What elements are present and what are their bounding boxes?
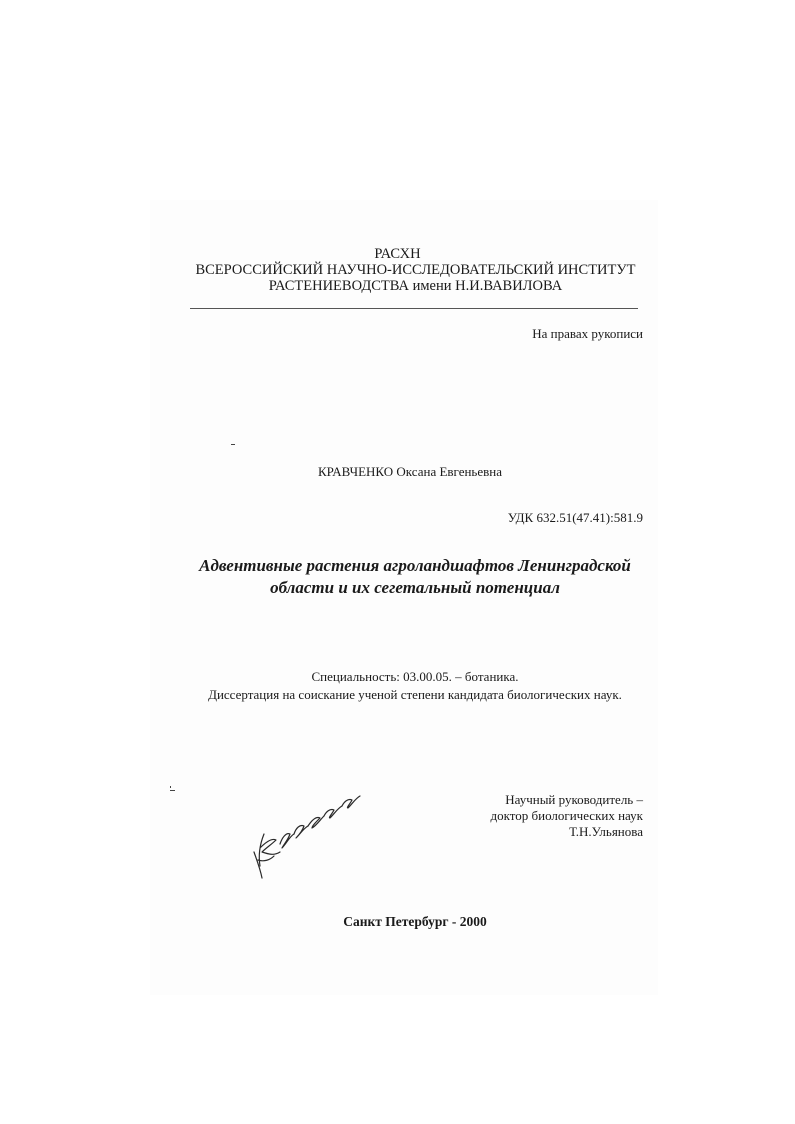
scan-speck bbox=[170, 790, 175, 791]
city-and-year: Санкт Петербург - 2000 bbox=[343, 914, 487, 929]
author-name: КРАВЧЕНКО Оксана Евгеньевна bbox=[318, 464, 502, 479]
supervisor-name: Т.Н.Ульянова bbox=[569, 824, 643, 839]
org-short: РАСХН bbox=[374, 246, 421, 262]
supervisor-line-1: Научный руководитель – bbox=[505, 792, 643, 807]
institute-line-2: РАСТЕНИЕВОДСТВА имени Н.И.ВАВИЛОВА bbox=[268, 278, 563, 294]
institute-line-1: ВСЕРОССИЙСКИЙ НАУЧНО-ИССЛЕДОВАТЕЛЬСКИЙ ИНСТИТУТ bbox=[195, 262, 636, 278]
udc-code: УДК 632.51(47.41):581.9 bbox=[507, 510, 643, 525]
scan-speck bbox=[231, 444, 235, 445]
thesis-title-line-2: области и их сегетальный потенциал bbox=[270, 578, 560, 597]
manuscript-note: На правах рукописи bbox=[532, 326, 643, 341]
thesis-title-line-1: Адвентивные растения агроландшафтов Ленинградской bbox=[199, 556, 631, 575]
specialty-line: Специальность: 03.00.05. – ботаника. bbox=[311, 669, 519, 684]
scan-speck bbox=[170, 786, 171, 788]
header-divider bbox=[190, 308, 638, 309]
degree-line: Диссертация на соискание ученой степени кандидата биологических наук. bbox=[208, 687, 622, 702]
supervisor-line-2: доктор биологических наук bbox=[490, 808, 643, 823]
handwritten-signature bbox=[250, 782, 365, 882]
